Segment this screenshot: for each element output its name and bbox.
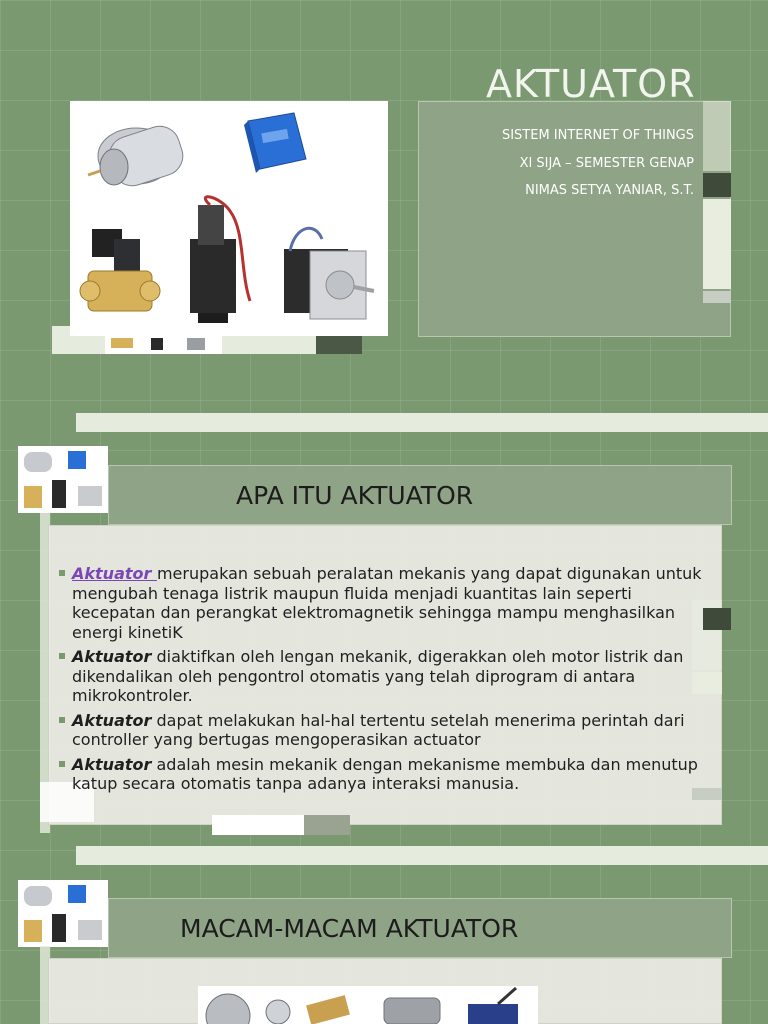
slide1-side-bar-gray [703,291,731,303]
dc-motor-icon [88,121,188,191]
bullet-item [58,647,718,706]
slide1-subtitle-2: XI SIJA – SEMESTER GENAP [519,156,694,171]
slide3-motors-image [198,986,538,1024]
slide2-bottom-stripe-2 [212,815,304,835]
slide3-heading: MACAM-MACAM AKTUATOR [180,914,519,943]
slide2-thumbnail-image [18,446,108,513]
bullet-item [58,755,718,794]
slide3-top-stripe [76,846,768,865]
bullet-item [58,711,718,750]
solenoid-valve-icon [80,229,160,311]
slide1-subtitle-1: SISTEM INTERNET OF THINGS [501,128,694,143]
slide1-dark-block [316,336,362,354]
servo-icon [190,197,250,323]
aktuator-link[interactable]: Aktuator [72,564,157,583]
slide1-side-bar-light [703,199,731,289]
slide1-side-bar-dark [703,173,731,197]
bullet-term: Aktuator [72,647,152,666]
bullet-text: dapat melakukan hal-hal tertentu setelah menerima perintah dari controller yang bertugas mengoperasikan actuator [72,710,685,749]
slide2-top-stripe [76,413,768,432]
collage-reflection [105,336,222,354]
slide3-thumbnail-image [18,880,108,947]
bullet-text: adalah mesin mekanik dengan mekanisme membuka dan menutup katup secara otomatis tanpa adanya interaksi manusia. [72,754,698,793]
slide2-bottom-dark [304,815,350,835]
slide1-title: AKTUATOR [486,62,696,106]
bullet-term: Aktuator [72,710,152,730]
stepper-motor-icon [284,228,374,319]
bullet-text: diaktifkan oleh lengan mekanik, digerakkan oleh motor listrik dan dikendalikan oleh pengontrol otomatis yang telah diprogram di antara mikrokontroler. [72,647,684,705]
relay-icon [244,113,306,173]
bullet-term: Aktuator [72,754,152,774]
slide2-heading: APA ITU AKTUATOR [236,481,474,510]
bullet-text: merupakan sebuah peralatan mekanis yang dapat digunakan untuk mengubah tenaga listrik maupun fluida menjadi kuantitas lain seperti kecepatan dan perangkat elektromagnetik sehingga mampu menghasilkan energi kinetiK [72,564,702,642]
slide1-side-bar-top [703,101,731,171]
actuator-collage-image [70,101,388,336]
slide2-bullet-list [58,564,718,799]
slide1-subtitle-3: NIMAS SETYA YANIAR, S.T. [525,183,694,198]
bullet-item [58,564,718,642]
